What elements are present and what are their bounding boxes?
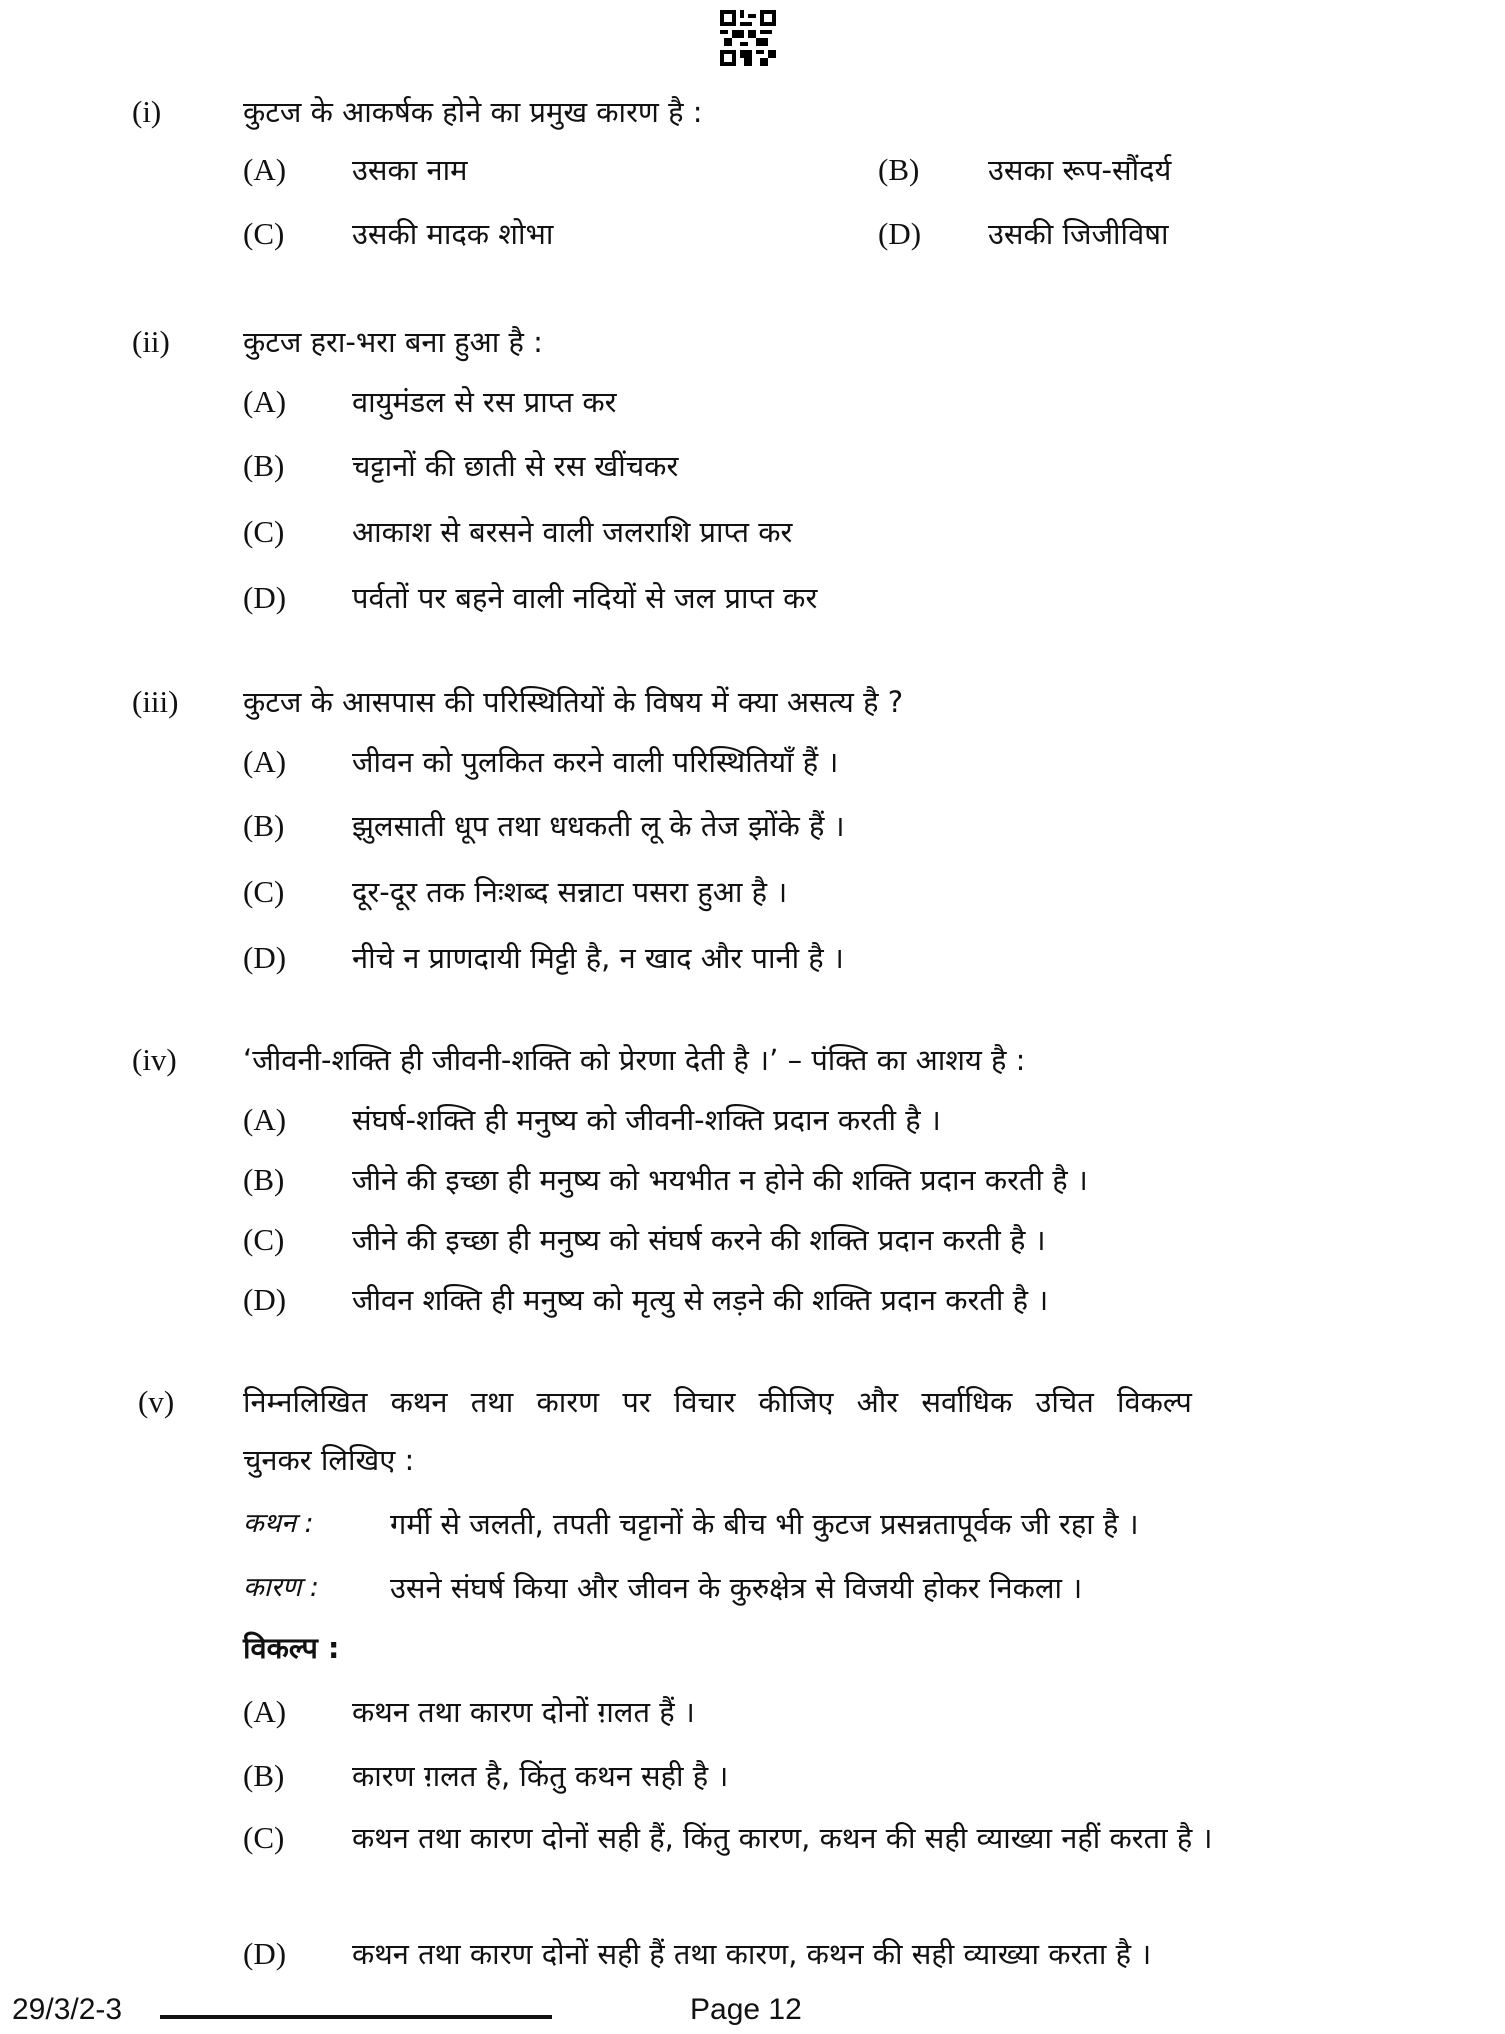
option-label: (B)	[243, 1758, 285, 1793]
option-text: वायुमंडल से रस प्राप्त कर	[352, 385, 617, 419]
option-text: जीवन को पुलकित करने वाली परिस्थितियाँ हैं ।	[352, 745, 839, 779]
option-text: कथन तथा कारण दोनों सही हैं, किंतु कारण, कथन की सही व्याख्या नहीं करता है ।	[352, 1821, 1213, 1855]
question-number: (ii)	[132, 324, 170, 359]
option-label: (D)	[878, 216, 922, 251]
option-label: (D)	[243, 580, 287, 615]
option-label: (A)	[243, 744, 287, 779]
page-number: Page 12	[690, 1993, 802, 2026]
option-label: (C)	[243, 874, 285, 909]
footer-divider	[160, 2015, 552, 2019]
option-label: (A)	[243, 384, 287, 419]
question-text-line2: चुनकर लिखिए :	[243, 1443, 415, 1477]
option-text: नीचे न प्राणदायी मिट्टी है, न खाद और पानी है ।	[352, 941, 844, 975]
option-text: दूर-दूर तक निःशब्द सन्नाटा पसरा हुआ है ।	[352, 875, 788, 909]
option-text: उसकी मादक शोभा	[352, 217, 554, 251]
reason-text: उसने संघर्ष किया और जीवन के कुरुक्षेत्र से विजयी होकर निकला ।	[390, 1571, 1083, 1605]
option-label: (A)	[243, 152, 287, 187]
option-text: कथन तथा कारण दोनों सही हैं तथा कारण, कथन की सही व्याख्या करता है ।	[352, 1937, 1152, 1971]
option-text: उसका रूप-सौंदर्य	[988, 153, 1172, 187]
statement-label: कथन :	[243, 1508, 314, 1539]
option-label: (A)	[243, 1694, 287, 1729]
option-text: संघर्ष-शक्ति ही मनुष्य को जीवनी-शक्ति प्रदान करती है ।	[352, 1103, 941, 1137]
option-label: (C)	[243, 1820, 285, 1855]
option-text: उसकी जिजीविषा	[988, 217, 1169, 251]
statement-text: गर्मी से जलती, तपती चट्टानों के बीच भी कुटज प्रसन्नतापूर्वक जी रहा है ।	[390, 1507, 1139, 1541]
question-text: ‘जीवनी-शक्ति ही जीवनी-शक्ति को प्रेरणा देती है ।’ – पंक्ति का आशय है :	[243, 1043, 1026, 1077]
qr-code-icon	[720, 10, 776, 66]
option-text: आकाश से बरसने वाली जलराशि प्राप्त कर	[352, 515, 793, 549]
option-text: उसका नाम	[352, 153, 468, 187]
option-label: (B)	[878, 152, 920, 187]
question-number: (i)	[132, 94, 162, 129]
question-number: (iii)	[132, 684, 179, 719]
option-label: (C)	[243, 514, 285, 549]
option-text: चट्टानों की छाती से रस खींचकर	[352, 449, 679, 483]
option-text: जीवन शक्ति ही मनुष्य को मृत्यु से लड़ने की शक्ति प्रदान करती है ।	[352, 1283, 1049, 1317]
option-label: (B)	[243, 1162, 285, 1197]
reason-label: कारण :	[243, 1572, 319, 1603]
option-label: (D)	[243, 1936, 287, 1971]
options-heading: विकल्प :	[243, 1631, 340, 1665]
option-label: (B)	[243, 808, 285, 843]
question-number: (v)	[138, 1384, 175, 1419]
option-text: कारण ग़लत है, किंतु कथन सही है ।	[352, 1759, 729, 1793]
option-text: कथन तथा कारण दोनों ग़लत हैं ।	[352, 1695, 695, 1729]
option-label: (C)	[243, 1222, 285, 1257]
option-text: जीने की इच्छा ही मनुष्य को भयभीत न होने की शक्ति प्रदान करती है ।	[352, 1163, 1088, 1197]
option-label: (A)	[243, 1102, 287, 1137]
option-text: जीने की इच्छा ही मनुष्य को संघर्ष करने की शक्ति प्रदान करती है ।	[352, 1223, 1046, 1257]
paper-code: 29/3/2-3	[12, 1993, 123, 2026]
question-text: कुटज के आकर्षक होने का प्रमुख कारण है :	[243, 95, 703, 129]
question-text-line1: निम्नलिखित कथन तथा कारण पर विचार कीजिए और सर्वाधिक उचित विकल्प	[243, 1385, 1192, 1419]
option-text: झुलसाती धूप तथा धधकती लू के तेज झोंके हैं ।	[352, 809, 845, 843]
option-label: (D)	[243, 1282, 287, 1317]
question-number: (iv)	[132, 1042, 177, 1077]
option-text: पर्वतों पर बहने वाली नदियों से जल प्राप्त कर	[352, 581, 818, 615]
question-text: कुटज के आसपास की परिस्थितियों के विषय में क्या असत्य है ?	[243, 685, 904, 719]
question-text: कुटज हरा-भरा बना हुआ है :	[243, 325, 543, 359]
option-label: (C)	[243, 216, 285, 251]
option-label: (D)	[243, 940, 287, 975]
option-label: (B)	[243, 448, 285, 483]
